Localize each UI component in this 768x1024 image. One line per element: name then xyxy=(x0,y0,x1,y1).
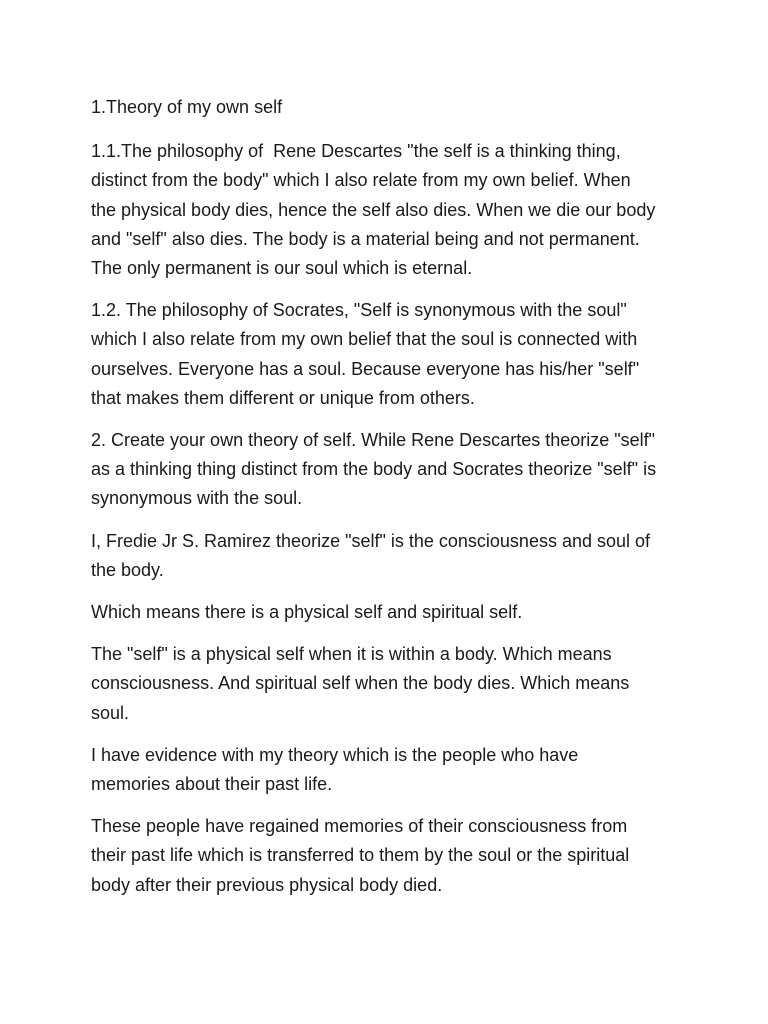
paragraph-2-own-theory: 2. Create your own theory of self. While Rene Descartes theorize "self" as a thinking thing distinct from the body and Socrates theorize "self" is synonymous with the soul. xyxy=(91,430,657,509)
document-body xyxy=(91,93,691,913)
paragraph-evidence: I have evidence with my theory which is the people who have memories about their past life. xyxy=(91,744,579,795)
paragraph-1-2-socrates: 1.2. The philosophy of Socrates, "Self is synonymous with the soul" which I also relate from my own belief that the soul is connected with ourselves. Everyone has a soul. Because everyone has his/her "self" that makes them different or unique from others. xyxy=(91,300,640,408)
paragraph-self-definition: The "self" is a physical self when it is within a body. Which means consciousness. And spiritual self when the body dies. Which means soul. xyxy=(91,644,630,723)
paragraph-author-theory: I, Fredie Jr S. Ramirez theorize "self" is the consciousness and soul of the body. xyxy=(91,530,651,580)
document-title: 1.Theory of my own self xyxy=(91,97,283,117)
paragraph-past-life: These people have regained memories of their consciousness from their past life which is transferred to them by the soul or the spiritual body after their previous physical body died. xyxy=(91,816,630,895)
paragraph-physical-spiritual: Which means there is a physical self and spiritual self. xyxy=(91,602,523,623)
paragraph-1-1-descartes: 1.1.The philosophy of Rene Descartes "the self is a thinking thing, distinct from the body" which I also relate from my own belief. When the physical body dies, hence the self also dies. When we die our body and "self" also dies. The body is a material being and not permanent. The only permanent is our soul which is eternal. xyxy=(91,141,656,279)
